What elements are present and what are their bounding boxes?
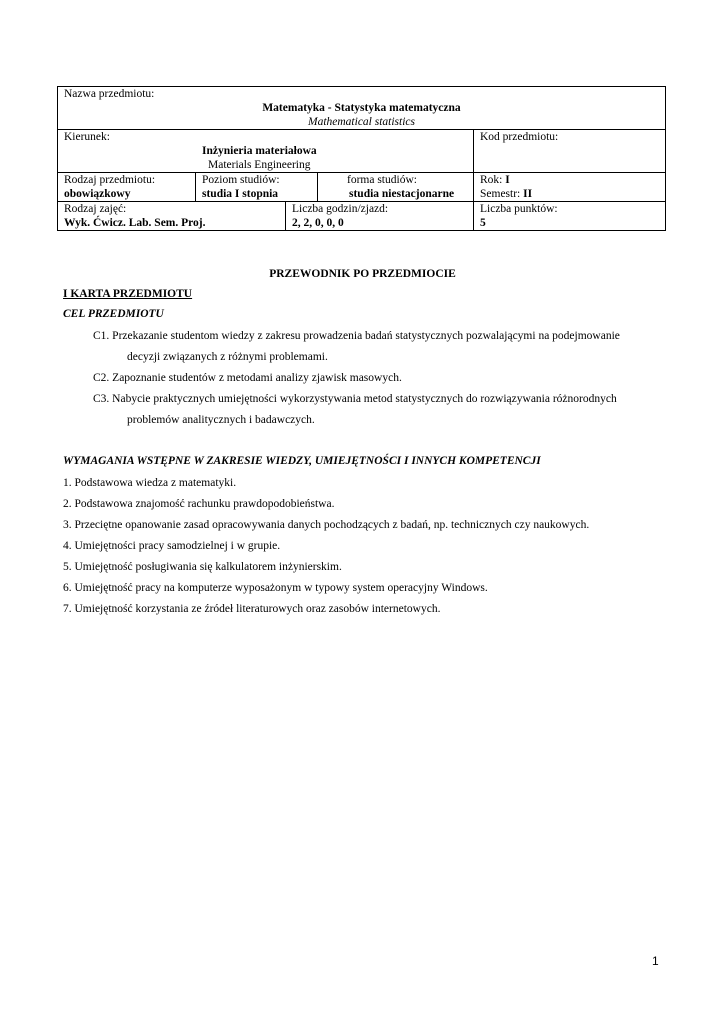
header-row-type [58,173,666,202]
form-label: forma studiów: [347,174,417,186]
requirement-item: 4. Umiejętności pracy samodzielnej i w grupie. [63,540,281,552]
classes-cell [58,202,286,231]
subject-label: Nazwa przedmiotu: [64,88,155,100]
subject-name-en: Mathematical statistics [308,116,416,128]
requirement-item: 7. Umiejętność korzystania ze źródeł literaturowych oraz zasobów internetowych. [63,603,441,615]
field-cell [58,130,474,173]
type-label: Rodzaj przedmiotu: [64,174,156,186]
classes-label: Rodzaj zajęć: [64,203,127,215]
goal-c3-text: C3. Nabycie praktycznych umiejętności wykorzystywania metod statystycznych do rozwiązywania różnorodnych [93,393,617,405]
form-cell [318,173,474,202]
goal-c2-text: C2. Zapoznanie studentów z metodami analizy zjawisk masowych. [93,372,402,384]
year-value: I [505,174,510,186]
goal-item-c1 [93,326,663,368]
classes-value: Wyk. Ćwicz. Lab. Sem. Proj. [64,217,206,229]
requirements-section-title: WYMAGANIA WSTĘPNE W ZAKRESIE WIEDZY, UMIEJĘTNOŚCI I INNYCH KOMPETENCJI [63,455,541,467]
hours-label: Liczba godzin/zjazd: [292,203,389,215]
subject-name: Matematyka - Statystyka matematyczna [262,102,461,114]
semester-line [480,187,659,201]
type-value: obowiązkowy [64,188,131,200]
field-name: Inżynieria materiałowa [202,145,317,157]
year-label: Rok: [480,174,503,186]
header-row-subject [58,87,666,130]
level-value: studia I stopnia [202,188,279,200]
code-label: Kod przedmiotu: [480,131,559,143]
form-value: studia niestacjonarne [349,188,455,200]
guide-title: PRZEWODNIK PO PRZEDMIOCIE [269,268,456,280]
goal-c1-text: C1. Przekazanie studentom wiedzy z zakresu prowadzenia badań statystycznych pozwalającymi na podejmowanie [93,330,620,342]
field-label: Kierunek: [64,131,110,143]
page-number: 1 [652,954,659,968]
field-name-en: Materials Engineering [208,159,311,171]
year-cell [474,173,666,202]
requirement-item: 2. Podstawowa znajomość rachunku prawdopodobieństwa. [63,498,335,510]
requirement-item: 5. Umiejętność posługiwania się kalkulatorem inżynierskim. [63,561,342,573]
points-value: 5 [480,217,486,229]
card-title: I KARTA PRZEDMIOTU [63,288,193,300]
hours-value: 2, 2, 0, 0, 0 [292,217,344,229]
semester-label: Semestr: [480,188,521,200]
goal-c1-continuation: decyzji związanych z różnymi problemami. [127,351,328,363]
hours-cell [286,202,474,231]
type-cell [58,173,196,202]
level-cell [196,173,318,202]
points-cell [474,202,666,231]
requirement-item: 1. Podstawowa wiedza z matematyki. [63,477,237,489]
goal-c3-continuation: problemów analitycznych i badawczych. [127,414,315,426]
requirement-item: 3. Przeciętne opanowanie zasad opracowywania danych pochodzących z badań, np. technicznych czy naukowych. [63,519,590,531]
semester-value: II [523,188,533,200]
header-row-classes [58,202,666,231]
code-cell [474,130,666,173]
header-row-field [58,130,666,173]
requirement-item: 6. Umiejętność pracy na komputerze wyposażonym w typowy system operacyjny Windows. [63,582,488,594]
goal-item-c2 [93,368,663,389]
level-label: Poziom studiów: [202,174,280,186]
goal-item-c3 [93,389,663,431]
course-header-table [57,86,666,231]
goal-section-title: CEL PRZEDMIOTU [63,308,164,320]
points-label: Liczba punktów: [480,203,558,215]
subject-cell [58,87,666,130]
year-line [480,173,659,187]
